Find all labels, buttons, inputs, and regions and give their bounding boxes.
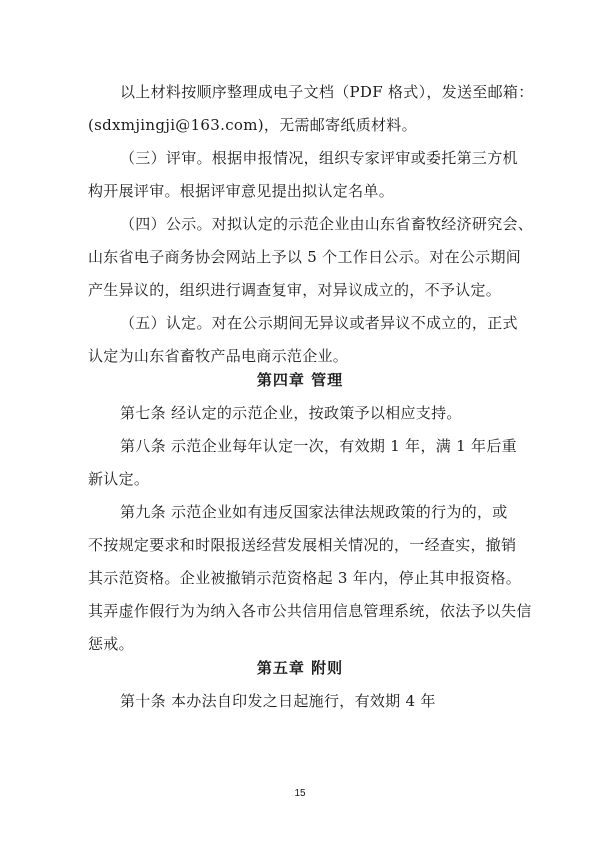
paragraph-publicity-line-1: （四）公示。对拟认定的示范企业由山东省畜牧经济研究会、 <box>120 215 534 233</box>
paragraph-publicity-line-3: 产生异议的，组织进行调查复审，对异议成立的，不予认定。 <box>88 281 502 299</box>
article-9-line-2: 不按规定要求和时限报送经营发展相关情况的，一经查实，撤销 <box>88 536 517 554</box>
paragraph-certify-line-2: 认定为山东省畜牧产品电商示范企业。 <box>88 347 349 365</box>
article-9-line-4: 其弄虚作假行为为纳入各市公共信用信息管理系统，依法予以失信 <box>88 602 532 620</box>
paragraph-materials-line-1: 以上材料按顺序整理成电子文档（PDF 格式），发送至邮箱： <box>120 83 534 101</box>
page-number: 15 <box>294 788 306 799</box>
paragraph-review-line-1: （三）评审。根据申报情况，组织专家评审或委托第三方机 <box>120 149 518 167</box>
article-8-line-1: 第八条 示范企业每年认定一次，有效期 1 年，满 1 年后重 <box>120 437 517 455</box>
article-9-line-3: 其示范资格。企业被撤销示范资格起 3 年内，停止其申报资格。 <box>88 569 522 587</box>
chapter-5-title: 第五章 附则 <box>256 659 344 677</box>
article-7: 第七条 经认定的示范企业，按政策予以相应支持。 <box>120 404 462 422</box>
paragraph-certify-line-1: （五）认定。对在公示期间无异议或者异议不成立的，正式 <box>120 314 518 332</box>
chapter-4-title: 第四章 管理 <box>256 371 344 389</box>
article-10: 第十条 本办法自印发之日起施行，有效期 4 年 <box>120 692 436 710</box>
paragraph-materials-line-2: (sdxmjingji@163.com)，无需邮寄纸质材料。 <box>88 116 417 134</box>
article-9-line-1: 第九条 示范企业如有违反国家法律法规政策的行为的，或 <box>120 503 508 521</box>
article-8-line-2: 新认定。 <box>88 470 150 488</box>
paragraph-publicity-line-2: 山东省电子商务协会网站上予以 5 个工作日公示。对在公示期间 <box>88 248 522 266</box>
article-9-line-5: 惩戒。 <box>88 635 134 653</box>
paragraph-review-line-2: 构开展评审。根据评审意见提出拟认定名单。 <box>88 182 395 200</box>
